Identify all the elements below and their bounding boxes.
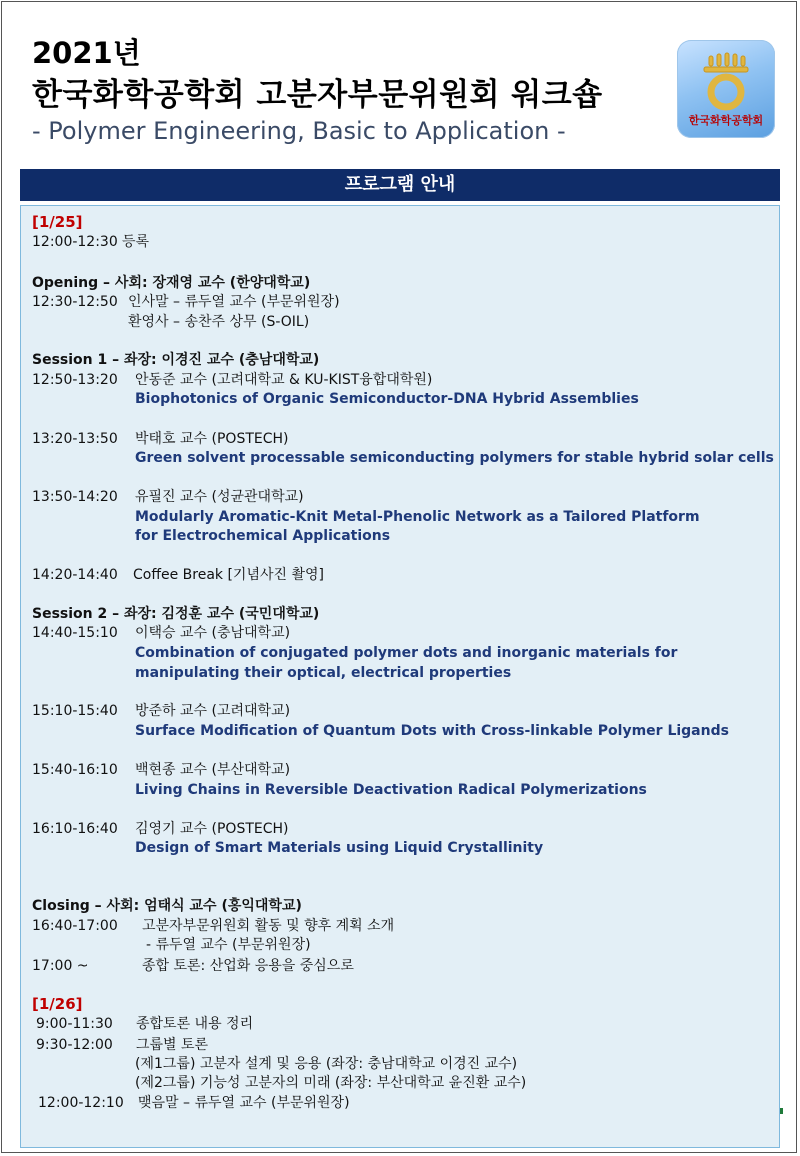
talk-title: Surface Modification of Quantum Dots with Cross-linkable Polymer Ligands [135, 723, 729, 739]
talk-title: Modularly Aromatic-Knit Metal-Phenolic Network as a Tailored Platform [135, 509, 700, 525]
talk-title-cont: manipulating their optical, electrical properties [135, 665, 512, 681]
talk-time: 12:50-13:20 [32, 372, 118, 388]
talk-time: 15:40-16:10 [32, 762, 118, 778]
talk-time: 15:10-15:40 [32, 703, 118, 719]
talk-title: Combination of conjugated polymer dots and inorganic materials for [135, 645, 678, 661]
talk-title: Design of Smart Materials using Liquid Crystallinity [135, 840, 544, 856]
day2-time1: 9:00-11:30 [36, 1016, 113, 1032]
opening-time: 12:30-12:50 [32, 294, 118, 310]
day2-text3: 맺음말 – 류두열 교수 (부문위원장) [138, 1095, 350, 1111]
talk-title: Green solvent processable semiconducting polymers for stable hybrid solar cells [135, 450, 774, 466]
closing-text2: 종합 토론: 산업화 응용을 중심으로 [142, 958, 354, 974]
day2-group2: (제2그룹) 기능성 고분자의 미래 (좌장: 부산대학교 윤진환 교수) [135, 1075, 527, 1091]
talk-speaker: 김영기 교수 (POSTECH) [135, 821, 289, 837]
talk-time: 14:40-15:10 [32, 625, 118, 641]
talk-title: Living Chains in Reversible Deactivation Radical Polymerizations [135, 782, 647, 798]
opening-heading: Opening – 사회: 장재영 교수 (한양대학교) [32, 275, 311, 291]
session1-heading: Session 1 – 좌장: 이경진 교수 (충남대학교) [32, 352, 320, 368]
talk-time: 13:20-13:50 [32, 431, 118, 447]
talk-speaker: 유필진 교수 (성균관대학교) [135, 489, 304, 505]
closing-time2: 17:00 ~ [32, 958, 89, 974]
registration-text: 등록 [122, 234, 150, 250]
society-logo [677, 40, 775, 138]
closing-text1: 고분자부문위원회 활동 및 향후 계획 소개 [142, 918, 395, 934]
page-year: 2021년 [32, 36, 141, 70]
day2-time2: 9:30-12:00 [36, 1037, 113, 1053]
day2-text2: 그룹별 토론 [136, 1037, 209, 1053]
talk-speaker: 안동준 교수 (고려대학교 & KU-KIST융합대학원) [135, 372, 433, 388]
hieut-emblem-icon [701, 52, 751, 112]
coffee-time: 14:20-14:40 [32, 567, 118, 583]
coffee-text: Coffee Break [기념사진 촬영] [133, 567, 324, 583]
talk-title-cont: for Electrochemical Applications [135, 528, 391, 544]
talk-time: 13:50-14:20 [32, 489, 118, 505]
day2-label: [1/26] [32, 995, 83, 1013]
session2-heading: Session 2 – 좌장: 김정훈 교수 (국민대학교) [32, 606, 320, 622]
day1-label: [1/25] [32, 213, 83, 231]
talk-time: 16:10-16:40 [32, 821, 118, 837]
day2-group1: (제1그룹) 고분자 설계 및 응용 (좌장: 충남대학교 이경진 교수) [135, 1056, 518, 1072]
edge-mark [780, 1108, 783, 1114]
page-title: 한국화학공학회 고분자부문위원회 워크숍 [32, 77, 603, 113]
day2-time3: 12:00-12:10 [38, 1095, 124, 1111]
closing-heading: Closing – 사회: 엄태식 교수 (홍익대학교) [32, 898, 302, 914]
registration-time: 12:00-12:30 [32, 234, 118, 250]
closing-text1b: - 류두열 교수 (부문위원장) [146, 937, 311, 953]
program-banner: 프로그램 안내 [20, 169, 780, 201]
talk-speaker: 백현종 교수 (부산대학교) [135, 762, 291, 778]
logo-text: 한국화학공학회 [688, 114, 764, 127]
closing-time1: 16:40-17:00 [32, 918, 118, 934]
opening-line1: 인사말 – 류두열 교수 (부문위원장) [128, 294, 340, 310]
day2-text1: 종합토론 내용 정리 [136, 1016, 254, 1032]
page-subtitle: - Polymer Engineering, Basic to Application - [32, 117, 566, 145]
opening-line2: 환영사 – 송찬주 상무 (S-OIL) [128, 314, 310, 330]
talk-speaker: 박태호 교수 (POSTECH) [135, 431, 289, 447]
talk-title: Biophotonics of Organic Semiconductor-DNA Hybrid Assemblies [135, 391, 639, 407]
talk-speaker: 방준하 교수 (고려대학교) [135, 703, 291, 719]
talk-speaker: 이택승 교수 (충남대학교) [135, 625, 291, 641]
